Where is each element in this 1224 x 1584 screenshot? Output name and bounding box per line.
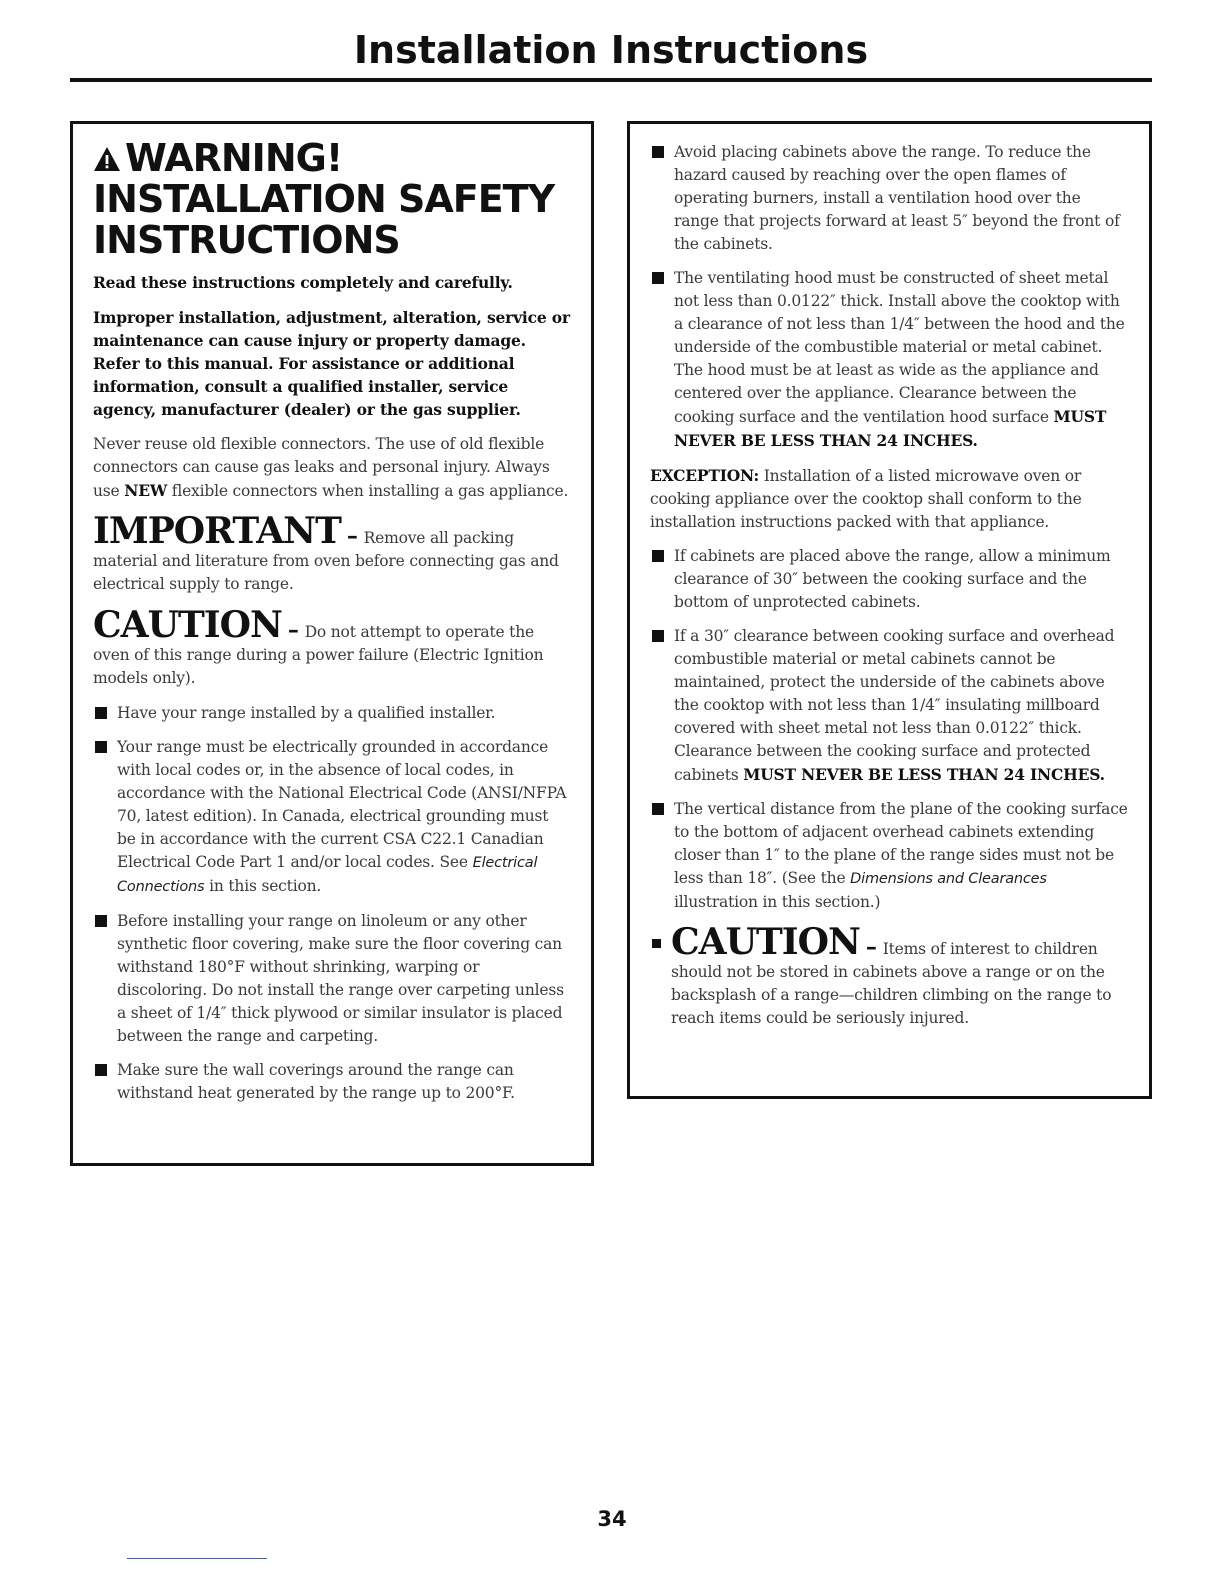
bullet-square-icon <box>652 939 661 948</box>
never-reuse-text-2: flexible connectors when installing a gas appliance. <box>171 482 569 500</box>
improper-installation-text: Improper installation, adjustment, alteration, service or maintenance can cause injury or property damage. Refer to this manual. For assistance or additional information, consult a qualified installer, service agency, manufacturer (dealer) or the gas supplier. <box>93 308 570 419</box>
list-item: Have your range installed by a qualified installer. <box>93 702 571 725</box>
bullet-square-icon <box>652 803 664 815</box>
heading-line-3: INSTRUCTIONS <box>93 218 400 262</box>
list-item: If a 30″ clearance between cooking surface and overhead combustible material or metal cabinets cannot be maintained, protect the underside of the cabinets above the cooktop with not less than 1/4″ insulating millboard covered with sheet metal not less than 0.0122″ thick. Clearance between the cooking surface and protected cabinets MUST NEVER BE LESS THAN 24 INCHES. <box>650 625 1129 787</box>
warning-box-left <box>70 121 594 1166</box>
bullet-square-icon <box>95 741 107 753</box>
caution-label: CAUTION <box>93 604 282 646</box>
list-item: If cabinets are placed above the range, allow a minimum clearance of 30″ between the cooking surface and the bottom of unprotected cabinets. <box>650 545 1129 614</box>
read-these-text: Read these instructions completely and carefully. <box>93 273 513 292</box>
dimensions-clearances-ref: Dimensions and Clearances <box>850 871 1047 887</box>
list-item: Avoid placing cabinets above the range. To reduce the hazard caused by reaching over the open flames of operating burners, install a ventilation hood over the range that projects forward at least 5″ beyond the front of the cabinets. <box>650 141 1129 256</box>
page-title: Installation Instructions <box>353 28 869 72</box>
list-item: The vertical distance from the plane of the cooking surface to the bottom of adjacent overhead cabinets extending closer than 1″ to the plane of the range sides must not be less than 18″. (See the Dimensions and Clearances illustration in this section.) <box>650 798 1129 914</box>
warning-box-right <box>627 121 1152 1099</box>
bullet-square-icon <box>95 915 107 927</box>
important-text: Remove all packing material and literature from oven before connecting gas and electrical supply to range. <box>93 529 559 593</box>
list-item: Your range must be electrically grounded in accordance with local codes or, in the absence of local codes, in accordance with the National Electrical Code (ANSI/NFPA 70, latest edition). In Canada, electrical grounding must be in accordance with the current CSA C22.1 Canadian Electrical Code Part 1 and/or local codes. See Electrical Connections in this section. <box>93 736 571 899</box>
never-reuse-text-1: Never reuse old flexible connectors. The use of old flexible connectors can cause gas leaks and personal injury. Always use <box>93 435 550 500</box>
electrical-connections-ref: Electrical Connections <box>117 855 538 895</box>
list-item: The ventilating hood must be constructed of sheet metal not less than 0.0122″ thick. Install above the cooktop with a clearance of not less than 1/4″ between the hood and the underside of the combustible material or metal cabinet. The hood must be at least as wide as the appliance and centered over the appliance. Clearance between the cooking surface and the ventilation hood surface MUST NEVER BE LESS THAN 24 INCHES. <box>650 267 1129 453</box>
warning-heading <box>93 138 571 261</box>
exception-paragraph: EXCEPTION: Installation of a listed microwave oven or cooking appliance over the cooktop shall conform to the installation instructions packed with that appliance. <box>650 466 1082 531</box>
caution-children-paragraph: CAUTION – Items of interest to children should not be stored in cabinets above a range or on the backsplash of a range—children climbing on the range to reach items could be seriously injured. <box>650 925 1129 1030</box>
footer-line <box>127 1558 267 1559</box>
bullet-square-icon <box>95 707 107 719</box>
bullet-square-icon <box>652 550 664 562</box>
important-label: IMPORTANT <box>93 510 341 552</box>
caution-label-right: CAUTION <box>671 921 860 963</box>
important-paragraph: IMPORTANT – Remove all packing material and literature from oven before connecting gas and electrical supply to range. <box>93 510 559 593</box>
caution-paragraph: CAUTION – Do not attempt to operate the oven of this range during a power failure (Electric Ignition models only). <box>93 604 544 687</box>
heading-line-2: INSTALLATION SAFETY <box>93 177 555 221</box>
page-number: 34 <box>597 1507 627 1531</box>
warning-triangle-icon <box>93 145 121 173</box>
list-item: Make sure the wall coverings around the range can withstand heat generated by the range up to 200°F. <box>93 1059 571 1105</box>
warning-word: WARNING! <box>125 136 343 180</box>
title-rule <box>70 78 1152 82</box>
bullet-square-icon <box>95 1064 107 1076</box>
exception-label: EXCEPTION: <box>650 466 759 485</box>
never-reuse-new: NEW <box>124 481 168 500</box>
caution-text: Do not attempt to operate the oven of this range during a power failure (Electric Ignition models only). <box>93 623 544 687</box>
list-item: Before installing your range on linoleum or any other synthetic floor covering, make sure the floor covering can withstand 180°F without shrinking, warping or discoloring. Do not install the range over carpeting unless a sheet of 1/4″ thick plywood or similar insulator is placed between the range and carpeting. <box>93 910 571 1048</box>
never-reuse-paragraph <box>93 433 571 503</box>
bullet-square-icon <box>652 146 664 158</box>
bullet-square-icon <box>652 272 664 284</box>
bullet-square-icon <box>652 630 664 642</box>
